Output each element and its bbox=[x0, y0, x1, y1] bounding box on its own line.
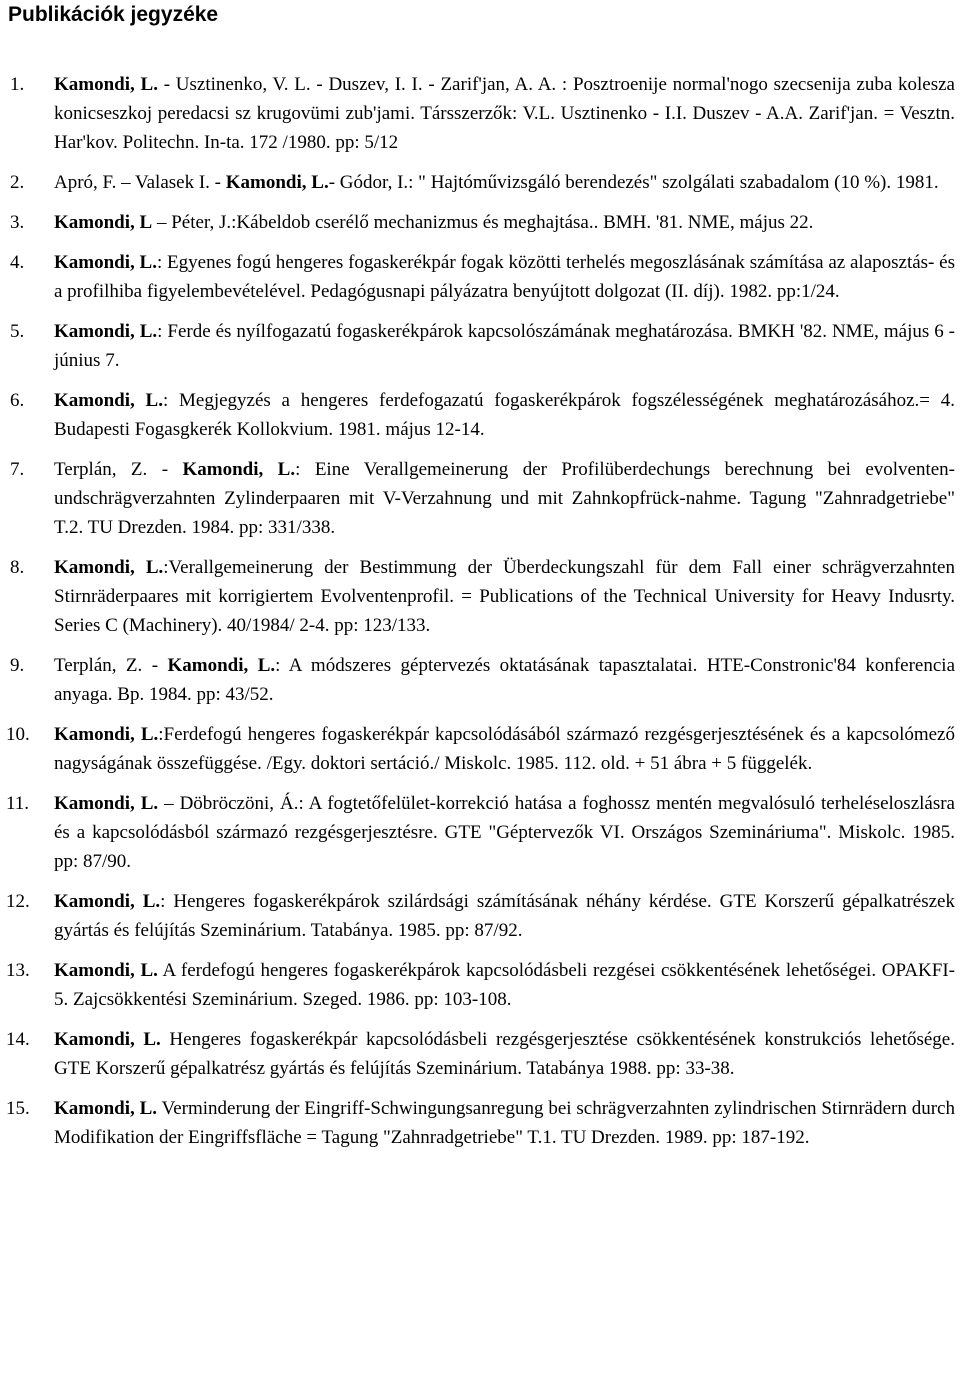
publication-item bbox=[0, 1025, 955, 1083]
publication-item bbox=[0, 70, 955, 157]
publication-details: : " Hajtóművizsgáló berendezés" szolgálati szabadalom (10 %). 1981. bbox=[408, 172, 939, 193]
publication-details: :Kábeldob cserélő mechanizmus és meghajtása.. BMH. '81. NME, május 22. bbox=[231, 212, 814, 233]
publication-main-author: Kamondi, L. bbox=[54, 1098, 158, 1119]
publication-item bbox=[0, 386, 955, 444]
publication-item bbox=[0, 887, 955, 945]
publication-number: 14. bbox=[6, 1029, 30, 1050]
publication-main-author: Kamondi, L. bbox=[225, 172, 329, 193]
publication-details: :Ferdefogú hengeres fogaskerékpár kapcsolódásából származó rezgésgerjesztésének és a kapcsolómező nagyságának összefüggése. /Egy. doktori sertáció./ Miskolc. 1985. 112. old. + 51 ábra + 5 függelék. bbox=[54, 724, 955, 774]
publication-coauthors-before: Terplán, Z. - bbox=[54, 459, 183, 480]
publication-details: : Egyenes fogú hengeres fogaskerékpár fogak közötti terhelés megoszlásának számítása az alaposztás- és a profilhiba figyelembevételével. Pedagógusnapi pályázatra benyújtott dolgozat (II. díj). 1982. pp:1/24. bbox=[54, 252, 955, 302]
publication-main-author: Kamondi, L bbox=[54, 212, 153, 233]
publication-item bbox=[0, 956, 955, 1014]
publication-number: 3. bbox=[10, 212, 25, 233]
publication-number: 4. bbox=[10, 252, 25, 273]
publication-details: : A módszeres géptervezés oktatásának tapasztalatai. HTE-Constronic'84 konferencia anyaga. Bp. 1984. pp: 43/52. bbox=[54, 655, 956, 705]
publication-details: A ferdefogú hengeres fogaskerékpárok kapcsolódásbeli rezgései csökkentésének lehetőségei. OPAKFI-5. Zajcsökkentési Szeminárium. Szeged. 1986. pp: 103-108. bbox=[54, 960, 955, 1010]
publication-number: 5. bbox=[10, 321, 25, 342]
publication-main-author: Kamondi, L. bbox=[54, 74, 158, 95]
publication-main-author: Kamondi, L. bbox=[54, 252, 157, 273]
publication-item bbox=[0, 208, 955, 237]
publication-details: :Verallgemeinerung der Bestimmung der Überdeckungszahl für dem Fall einer schrägverzahnten Stirnräderpaares mit korrigiertem Evolventenprofil. = Publications of the Technical University for Heavy Indusrty. Series C (Machinery). 40/1984/ 2-4. pp: 123/133. bbox=[54, 557, 955, 636]
publication-item bbox=[0, 1094, 955, 1152]
publication-main-author: Kamondi, L. bbox=[182, 459, 296, 480]
publication-coauthors-before: Apró, F. – Valasek I. - bbox=[54, 172, 226, 193]
publication-main-author: Kamondi, L. bbox=[54, 557, 164, 578]
publication-number: 11. bbox=[6, 793, 30, 814]
publication-main-author: Kamondi, L. bbox=[54, 960, 158, 981]
publication-coauthors-after: – Döbröczöni, Á. bbox=[158, 793, 299, 814]
publication-number: 15. bbox=[6, 1098, 30, 1119]
publication-details: Hengeres fogaskerékpár kapcsolódásbeli rezgésgerjesztése csökkentésének konstrukciós lehetősége. GTE Korszerű gépalkatrész gyártás és felújítás Szeminárium. Tatabánya 1988. pp: 33-38. bbox=[54, 1029, 955, 1079]
publication-main-author: Kamondi, L. bbox=[54, 390, 163, 411]
publication-number: 13. bbox=[6, 960, 30, 981]
publication-item bbox=[0, 317, 955, 375]
publication-item bbox=[0, 248, 955, 306]
publication-item bbox=[0, 455, 955, 542]
publication-list bbox=[0, 70, 955, 1163]
publication-main-author: Kamondi, L. bbox=[54, 321, 158, 342]
publication-main-author: Kamondi, L. bbox=[54, 1029, 161, 1050]
publication-number: 12. bbox=[6, 891, 30, 912]
publication-number: 6. bbox=[10, 390, 25, 411]
publication-coauthors-after: - Gódor, I. bbox=[328, 172, 409, 193]
publication-main-author: Kamondi, L. bbox=[54, 793, 159, 814]
publication-details: : Megjegyzés a hengeres ferdefogazatú fogaskerékpárok fogszélességének meghatározásához.= 4. Budapesti Fogasgkerék Kollokvium. 1981. május 12-14. bbox=[54, 390, 955, 440]
page-title: Publikációk jegyzéke bbox=[8, 3, 219, 26]
publication-details: : Hengeres fogaskerékpárok szilárdsági számításának néhány kérdése. GTE Korszerű gépalkatrészek gyártás és felújítás Szeminárium. Tatabánya. 1985. pp: 87/92. bbox=[54, 891, 955, 941]
publication-details: Verminderung der Eingriff-Schwingungsanregung bei schrägverzahnten zylindrischen Stirnrädern durch Modifikation der Eingriffsfläche = Tagung "Zahnradgetriebe" T.1. TU Drezden. 1989. pp: 187-192. bbox=[54, 1098, 955, 1148]
publication-number: 8. bbox=[10, 557, 25, 578]
publication-details: : A fogtetőfelület-korrekció hatása a foghossz mentén megvalósuló terheléseloszlásra és a kapcsolódásból származó rezgésgerjesztésre. GTE "Géptervezők VI. Országos Szemináriuma". Miskolc. 1985. pp: 87/90. bbox=[54, 793, 955, 872]
publication-coauthors-before: Terplán, Z. - bbox=[54, 655, 168, 676]
publication-number: 1. bbox=[10, 74, 25, 95]
publication-item bbox=[0, 168, 955, 197]
publication-main-author: Kamondi, L. bbox=[54, 891, 161, 912]
publication-main-author: Kamondi, L. bbox=[167, 655, 276, 676]
publication-item bbox=[0, 553, 955, 640]
publication-number: 10. bbox=[6, 724, 30, 745]
publication-main-author: Kamondi, L. bbox=[54, 724, 159, 745]
publication-item bbox=[0, 651, 955, 709]
publication-number: 2. bbox=[10, 172, 25, 193]
publication-number: 7. bbox=[10, 459, 25, 480]
publication-item bbox=[0, 789, 955, 876]
publication-coauthors-after: - Usztinenko, V. L. - Duszev, I. I. - Zarif'jan, A. A. bbox=[157, 74, 557, 95]
publication-details: : Posztroenije normal'nogo szecsenija zuba kolesza konicseszkoj peredacsi sz krugovümi zub'jami. Társszerzők: V.L. Usztinenko - I.I. Duszev - A.A. Zarif'jan. = Vesztn. Har'kov. Politechn. In-ta. 172 /1980. pp: 5/12 bbox=[54, 74, 955, 153]
publication-details: : Ferde és nyílfogazatú fogaskerékpárok kapcsolószámának meghatározása. BMKH '82. NME, május 6 - június 7. bbox=[54, 321, 955, 371]
publication-details: : Eine Verallgemeinerung der Profilüberdechungs berechnung bei evolventen- undschrägverzahnten Zylinderpaaren mit V-Verzahnung und mit Zahnkopfrück-nahme. Tagung "Zahnradgetriebe" T.2. TU Drezden. 1984. pp: 331/338. bbox=[54, 459, 955, 538]
publication-coauthors-after: – Péter, J. bbox=[152, 212, 232, 233]
publication-item bbox=[0, 720, 955, 778]
publication-number: 9. bbox=[10, 655, 25, 676]
